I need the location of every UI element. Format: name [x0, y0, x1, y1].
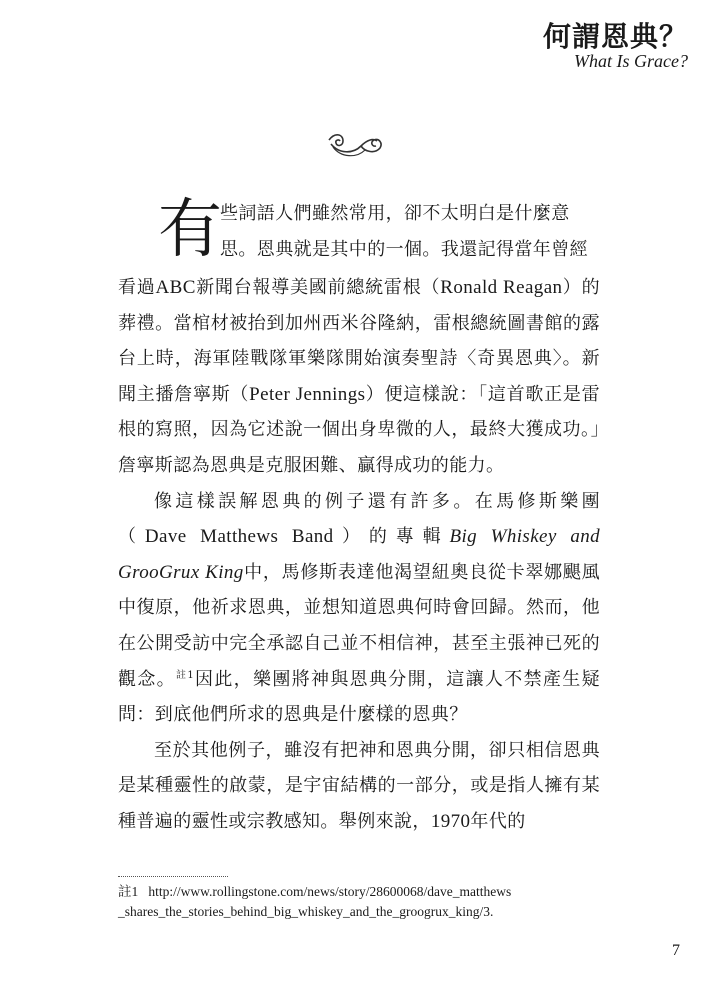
- paragraph-1-opening: [118, 193, 600, 270]
- p2-text-c: 中，馬修斯表達他渴望紐奧良從卡翠娜颶風中復原，他祈求恩典，並想知道恩典何時會回歸。然而，他在公開受訪中完全承認自己並不相信神，甚至主張神已死的觀念。: [118, 561, 600, 690]
- paragraph-1-line-2: 思。恩典就是其中的一個。我還記得當年曾經: [220, 238, 588, 260]
- p2-text-b: ）的專輯: [333, 526, 450, 548]
- p1-jennings: Peter Jennings: [249, 383, 366, 405]
- p1-reagan: Ronald Reagan: [440, 277, 563, 298]
- paragraph-1-continued: [118, 270, 600, 484]
- drop-cap: 有: [158, 193, 223, 267]
- p2-album: Big Whiskey and GrooGrux King: [118, 526, 601, 583]
- p1-text-c: ）的葬禮。當棺材被抬到加州西米谷隆納，雷根總統圖書館的露台上時，海軍陸戰隊軍樂隊開始演奏聖詩〈奇異恩典〉。新聞主播詹寧斯（: [118, 277, 600, 405]
- paragraph-1-line-1: 些詞語人們雖然常用，卻不太明白是什麼意: [220, 203, 570, 224]
- p1-text-a: 看過: [118, 277, 156, 298]
- footnote: [118, 882, 600, 922]
- paragraph-3: [118, 733, 600, 840]
- p2-text-a: 像這樣誤解恩典的例子還有許多。在馬修斯樂團（: [118, 490, 600, 548]
- p3-text-b: 年代的: [470, 810, 526, 832]
- p2-band: Dave Matthews Band: [144, 526, 334, 548]
- p2-text-d: 因此，樂團將神與恩典分開，這讓人不禁產生疑問：到底他們所求的恩典是什麼樣的恩典？: [118, 668, 600, 726]
- footnote-divider: [118, 876, 228, 877]
- drop-cap-lines: [220, 196, 600, 267]
- body-text: [118, 193, 601, 840]
- p1-text-d: ）便這樣說：「這首歌正是雷根的寫照，因為它述說一個出身卑微的人，最終大獲成功。」詹寧斯認為恩典是克服困難、贏得成功的能力。: [118, 383, 600, 476]
- footnote-url[interactable]: http://www.rollingstone.com/news/story/28600068/dave_matthews _shares_the_stories_behind_big_whiskey_and_the_groogrux_king/3.: [118, 884, 512, 919]
- swirl-ornament-icon: [325, 128, 385, 160]
- p3-text-a: 至於其他例子，雖沒有把神和恩典分開，卻只相信恩典是某種靈性的啟蒙，是宇宙結構的一部分，或是指人擁有某種普遍的靈性或宗教感知。舉例來說，: [118, 739, 600, 832]
- p3-year: 1970: [430, 810, 471, 832]
- chapter-subtitle: What Is Grace?: [574, 51, 688, 71]
- paragraph-2: [118, 484, 600, 733]
- chapter-title: 何謂恩典？: [542, 20, 688, 53]
- footnote-label: 註1: [118, 884, 139, 899]
- p1-abc: ABC: [155, 277, 196, 298]
- p1-text-b: 新聞台報導美國前總統雷根（: [195, 277, 441, 298]
- footnote-reference[interactable]: 註1: [176, 669, 195, 681]
- page-number: 7: [672, 942, 680, 959]
